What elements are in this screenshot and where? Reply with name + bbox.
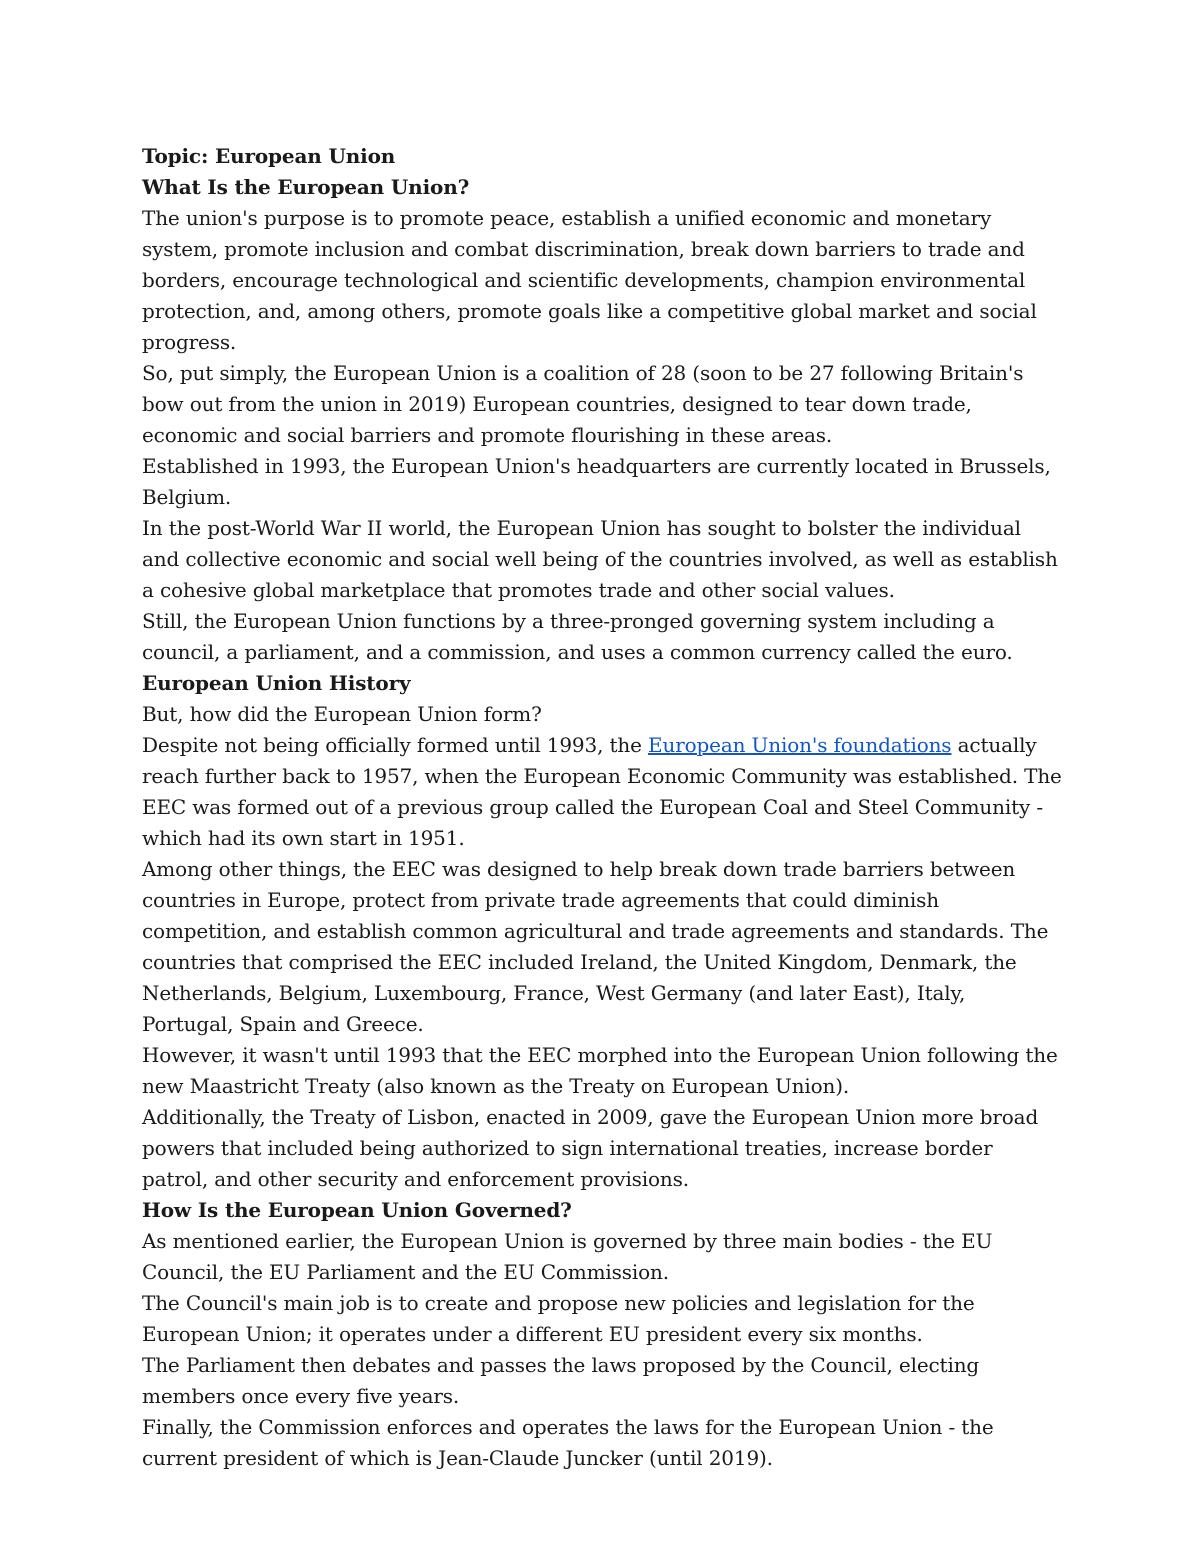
paragraph: The Council's main job is to create and propose new policies and legislation for the European Union; it operates under a different EU president every six months. (142, 1291, 975, 1346)
document-page (142, 141, 1062, 1474)
paragraph-text: Despite not being officially formed until 1993, the (142, 733, 649, 757)
paragraph: Additionally, the Treaty of Lisbon, enacted in 2009, gave the European Union more broad powers that included being authorized to sign international treaties, increase border patrol, and other security and enforcement provisions. (142, 1105, 1039, 1191)
paragraph: The Parliament then debates and passes the laws proposed by the Council, electing members once every five years. (142, 1353, 980, 1408)
section-heading-governed: How Is the European Union Governed? (142, 1198, 572, 1222)
paragraph: As mentioned earlier, the European Union is governed by three main bodies - the EU Council, the EU Parliament and the EU Commission. (142, 1229, 993, 1284)
section-heading-history: European Union History (142, 671, 411, 695)
paragraph: However, it wasn't until 1993 that the EEC morphed into the European Union following the new Maastricht Treaty (also known as the Treaty on European Union). (142, 1043, 1058, 1098)
paragraph-with-link (142, 730, 1062, 854)
paragraph: So, put simply, the European Union is a coalition of 28 (soon to be 27 following Britain's bow out from the union in 2019) European countries, designed to tear down trade, economic and social barriers and promote flourishing in these areas. (142, 361, 1024, 447)
paragraph: Still, the European Union functions by a three-pronged governing system including a council, a parliament, and a commission, and uses a common currency called the euro. (142, 609, 1013, 664)
paragraph: Finally, the Commission enforces and operates the laws for the European Union - the current president of which is Jean-Claude Juncker (until 2019). (142, 1415, 994, 1470)
paragraph: The union's purpose is to promote peace, establish a unified economic and monetary system, promote inclusion and combat discrimination, break down barriers to trade and borders, encourage technological and scientific developments, champion environmental protection, and, among others, promote goals like a competitive global market and social progress. (142, 206, 1037, 354)
paragraph: Among other things, the EEC was designed to help break down trade barriers between countries in Europe, protect from private trade agreements that could diminish competition, and establish common agricultural and trade agreements and standards. The countries that comprised the EEC included Ireland, the United Kingdom, Denmark, the Netherlands, Belgium, Luxembourg, France, West Germany (and later East), Italy, Portugal, Spain and Greece. (142, 857, 1049, 1036)
topic-title: Topic: European Union (142, 144, 396, 168)
paragraph: Established in 1993, the European Union's headquarters are currently located in Brussels, Belgium. (142, 454, 1051, 509)
paragraph-text: actually reach further back to 1957, when the European Economic Community was established. The EEC was formed out of a previous group called the European Coal and Steel Community - which had its own start in 1951. (142, 733, 1062, 850)
paragraph: In the post-World War II world, the European Union has sought to bolster the individual and collective economic and social well being of the countries involved, as well as establish a cohesive global marketplace that promotes trade and other social values. (142, 516, 1058, 602)
eu-foundations-link[interactable]: European Union's foundations (648, 733, 952, 757)
paragraph: But, how did the European Union form? (142, 702, 542, 726)
section-heading-what-is-eu: What Is the European Union? (142, 175, 470, 199)
